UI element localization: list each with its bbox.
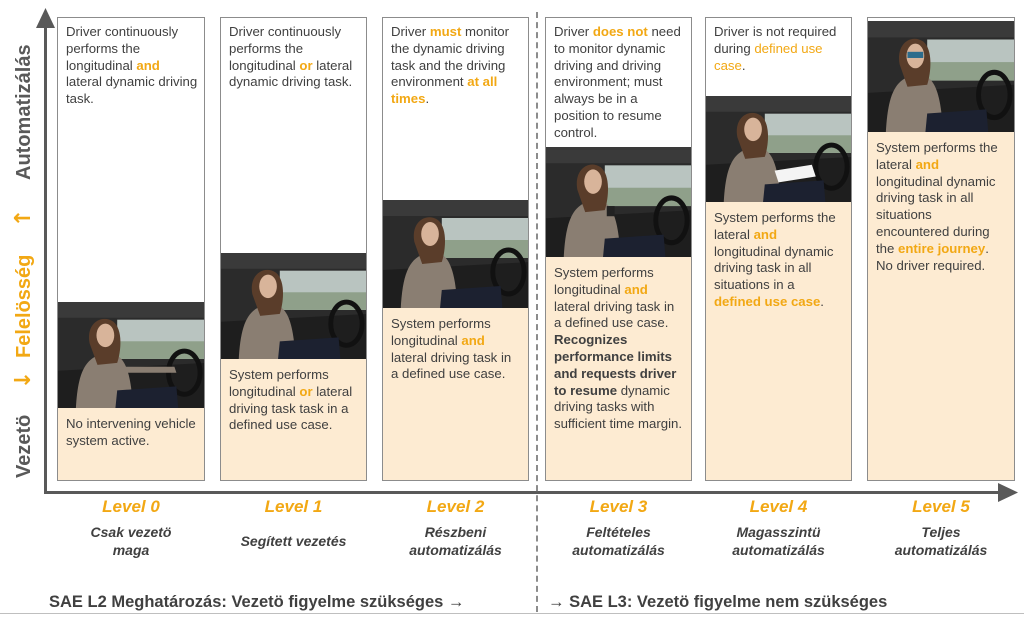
driver-photo: [546, 147, 691, 259]
driver-responsibility-text: [706, 18, 851, 96]
axis-arrow-up: ↑: [11, 208, 36, 228]
body-text: .: [820, 293, 824, 309]
system-responsibility-text: [706, 202, 851, 480]
body-text: longitudinal dynamic driving task in all situations in a: [714, 243, 834, 293]
body-text: Driver: [554, 24, 593, 39]
vertical-axis-label: [1, 20, 43, 485]
level-name-line2: automatizálás: [572, 542, 665, 558]
y-axis-line: [44, 24, 47, 494]
level-name-line2: automatizálás: [732, 542, 825, 558]
system-responsibility-text: [546, 257, 691, 480]
body-text: lateral dynamic driving task.: [66, 74, 198, 107]
body-text: lateral dynamic driving task.: [229, 57, 353, 90]
axis-label-responsibility: Felelösség: [13, 254, 35, 358]
l2-l3-divider: [536, 12, 538, 612]
level-column-5: [867, 17, 1015, 481]
body-text: System performs the lateral: [714, 210, 836, 242]
body-text: Driver continuously performs the longitudinal: [66, 24, 179, 73]
driver-photo-illustration: [58, 302, 204, 410]
body-text: lateral driving task task in a defined use case.: [229, 383, 353, 433]
driver-photo: [706, 96, 851, 204]
body-text: Driver continuously performs the longitudinal: [229, 24, 342, 73]
bottom-rule: [0, 613, 1024, 614]
highlighted-text: at all times: [391, 74, 498, 107]
body-text: lateral driving task in a defined use case.: [554, 298, 675, 331]
level-name: [866, 523, 1016, 559]
driver-responsibility-text: [383, 18, 528, 200]
system-responsibility-text: [221, 359, 366, 480]
level-name-line1: Részbeni: [424, 524, 487, 540]
level-name-line1: Teljes: [921, 524, 961, 540]
axis-label-driver: Vezetö: [13, 414, 35, 478]
level-column-1: [220, 17, 367, 481]
body-text: longitudinal dynamic driving task in all situations encountered during the: [876, 173, 996, 256]
highlighted-text: does not: [592, 24, 648, 39]
level-name-line1: Segített vezetés: [240, 533, 347, 549]
driver-photo-illustration: [546, 147, 691, 259]
body-text: No intervening vehicle system active.: [66, 416, 196, 448]
highlighted-text: and: [136, 57, 160, 73]
body-text: Driver is not required during: [714, 24, 837, 56]
driver-photo-illustration: [868, 21, 1014, 134]
highlighted-text: defined use case: [714, 40, 823, 73]
level-name: [56, 523, 206, 559]
level-name-line1: Feltételes: [586, 524, 651, 540]
body-text: dynamic driving tasks with sufficient time margin.: [554, 382, 683, 432]
level-label: Level 2: [426, 497, 485, 516]
level-label: Level 4: [749, 497, 808, 516]
level-label: Level 0: [102, 497, 160, 516]
highlighted-text: defined use case: [714, 293, 821, 309]
vertical-axis-label-svg: [1, 20, 43, 485]
level-name-line2: automatizálás: [409, 542, 502, 558]
highlighted-text: and: [753, 226, 778, 242]
level-label: Level 1: [264, 497, 323, 516]
driver-photo: [383, 200, 528, 310]
highlighted-text: or: [299, 383, 313, 399]
driver-responsibility-text: [546, 18, 691, 147]
highlighted-text: entire journey: [898, 240, 986, 256]
highlighted-text: must: [429, 24, 462, 39]
body-text: System performs longitudinal: [391, 316, 491, 348]
driver-responsibility-text: [58, 18, 204, 302]
y-axis-arrowhead: [36, 8, 55, 28]
driver-photo-illustration: [383, 200, 528, 310]
level-name: [381, 523, 531, 559]
body-text: Driver: [391, 24, 430, 39]
level-name-line2: automatizálás: [894, 542, 988, 558]
level-label: Level 5: [912, 497, 970, 516]
sae-l3-caption: → SAE L3: Vezetö figyelme nem szükséges: [548, 593, 888, 611]
body-text: .: [741, 57, 746, 73]
driver-photo: [868, 21, 1014, 134]
highlighted-text: or: [299, 57, 313, 73]
bold-text: Recognizes performance limits and requests driver to resume: [554, 332, 677, 398]
body-text: lateral driving task in a defined use case.: [391, 349, 512, 382]
body-text: System performs the lateral: [876, 140, 998, 172]
level-name-line2: maga: [112, 542, 150, 558]
level-column-2: [382, 17, 529, 481]
body-text: . No driver required.: [876, 240, 989, 273]
driver-photo-illustration: [221, 253, 366, 361]
body-text: need to monitor dynamic driving and driving environment; must always be in a position to resume control.: [554, 24, 681, 140]
level-column-0: [57, 17, 205, 481]
sae-l2-caption: SAE L2 Meghatározás: Vezetö figyelme szükséges →: [49, 593, 465, 611]
highlighted-text: and: [461, 332, 485, 348]
level-name: [544, 523, 694, 559]
level-name-line1: Magasszintü: [736, 524, 821, 540]
highlighted-text: and: [915, 156, 940, 172]
level-name: [219, 532, 369, 550]
driver-responsibility-text: [221, 18, 366, 253]
system-responsibility-text: [58, 408, 204, 480]
body-text: System performs longitudinal: [229, 367, 329, 399]
axis-label-automation: Automatizálás: [13, 44, 35, 180]
body-text: System performs longitudinal: [554, 265, 654, 297]
driver-photo-illustration: [706, 96, 851, 204]
level-name: [704, 523, 854, 559]
level-column-4: [705, 17, 852, 481]
driver-photo: [221, 253, 366, 361]
driver-photo: [58, 302, 204, 410]
level-name-line1: Csak vezetö: [90, 524, 172, 540]
body-text: monitor the dynamic driving task and the driving environment: [391, 24, 509, 90]
level-label: Level 3: [589, 497, 648, 516]
system-responsibility-text: [383, 308, 528, 480]
x-axis-line: [44, 491, 1010, 494]
level-column-3: [545, 17, 692, 481]
highlighted-text: and: [624, 281, 648, 297]
body-text: .: [425, 91, 430, 107]
system-responsibility-text: [868, 132, 1014, 480]
axis-arrow-down: ↓: [11, 370, 36, 390]
